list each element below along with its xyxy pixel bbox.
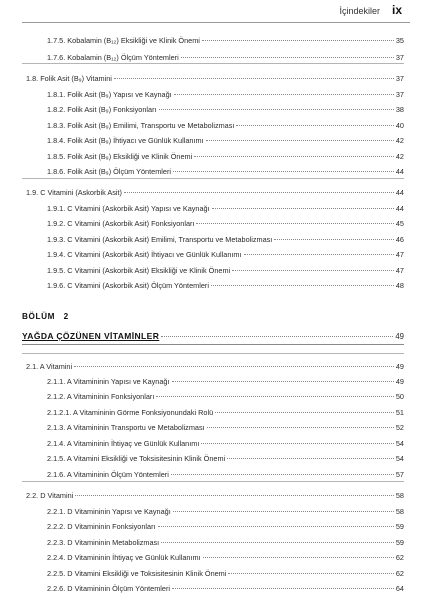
toc-entry-title: 1.8.5. Folik Asit (B₉) Eksikliği ve Klinik Önemi [47,152,193,161]
toc-leader [232,270,394,271]
toc-entry-page: 54 [395,439,404,448]
toc-entry-page: 44 [395,188,404,197]
toc-leader [156,396,394,397]
toc-leader [215,412,394,413]
toc-entry-title: 2.1.2.1. A Vitamininin Görme Fonksiyonundaki Rolü [47,408,214,417]
toc-entry-title: 1.9.1. C Vitamini (Askorbik Asit) Yapısı ve Kaynağı [47,204,210,213]
group-separator [22,63,404,64]
toc-entry-title: 1.9.4. C Vitamini (Askorbik Asit) İhtiyacı ve Günlük Kullanımı [47,250,242,259]
toc-leader [244,254,394,255]
toc-entry[interactable] [0,422,404,433]
toc-entry[interactable] [0,89,404,100]
group-separator [22,353,404,354]
part-title: YAĞDA ÇÖZÜNEN VİTAMİNLER [22,331,160,341]
toc-entry[interactable] [0,568,404,579]
toc-leader [203,557,394,558]
toc-entry-page: 37 [395,90,404,99]
section-heading [22,312,69,321]
toc-leader [196,223,393,224]
toc-entry-title: 2.2.4. D Vitamininin İhtiyaç ve Günlük Kullanımı [47,553,201,562]
toc-leader [236,125,393,126]
toc-entry-page: 49 [395,362,404,371]
toc-entry-title: 2.2. D Vitamini [26,491,74,500]
toc-entry-page: 46 [395,235,404,244]
toc-entry[interactable] [0,469,404,480]
toc-entry-title: 2.1.2. A Vitamininin Fonksiyonları [47,392,155,401]
part-page-number: 49 [395,332,404,341]
toc-entry-page: 59 [395,522,404,531]
toc-entry[interactable] [0,361,404,372]
toc-entry-title: 1.8. Folik Asit (B₉) Vitamini [26,74,112,83]
toc-entry[interactable] [0,453,404,464]
toc-entry-title: 2.2.1. D Vitamininin Yapısı ve Kaynağı [47,507,171,516]
toc-entry-page: 44 [395,204,404,213]
toc-entry[interactable] [0,376,404,387]
toc-entry-title: 1.9.6. C Vitamini (Askorbik Asit) Ölçüm Yöntemleri [47,281,209,290]
toc-entry-title: 2.2.6. D Vitamininin Ölçüm Yöntemleri [47,584,171,593]
toc-entry[interactable] [0,391,404,402]
section-number: 2 [63,312,69,321]
toc-entry[interactable] [0,438,404,449]
group-separator [22,481,404,482]
toc-entry-title: 1.9.5. C Vitamini (Askorbik Asit) Eksikliği ve Klinik Önemi [47,266,231,275]
toc-entry-title: 2.2.5. D Vitamini Eksikliği ve Toksisitesinin Klinik Önemi [47,569,227,578]
toc-entry-page: 54 [395,454,404,463]
toc-entry[interactable] [0,166,404,177]
toc-leader [74,366,394,367]
toc-leader [227,458,394,459]
toc-entry-page: 42 [395,152,404,161]
toc-leader [202,40,394,41]
toc-entry-page: 51 [395,408,404,417]
toc-entry-page: 37 [395,53,404,62]
toc-leader [114,78,394,79]
toc-entry-title: 2.1. A Vitamini [26,362,73,371]
toc-entry-page: 57 [395,470,404,479]
toc-leader [206,140,394,141]
toc-leader [173,511,394,512]
toc-leader [75,495,394,496]
toc-entry[interactable] [0,104,404,115]
toc-entry[interactable] [0,521,404,532]
toc-leader [211,285,394,286]
toc-entry[interactable] [0,135,404,146]
toc-leader [172,588,394,589]
toc-entry-page: 45 [395,219,404,228]
toc-leader [173,171,394,172]
toc-entry-page: 37 [395,74,404,83]
toc-entry-title: 1.8.3. Folik Asit (B₉) Emilimi, Transportu ve Metabolizması [47,121,235,130]
toc-entry-page: 49 [395,377,404,386]
toc-leader [161,336,393,337]
toc-entry[interactable] [0,490,404,501]
toc-entry-title: 2.1.3. A Vitamininin Transportu ve Metabolizması [47,423,205,432]
toc-entry[interactable] [0,407,404,418]
part-title-row[interactable] [22,330,404,342]
toc-entry-title: 1.8.4. Folik Asit (B₉) İhtiyacı ve Günlük Kullanımı [47,136,204,145]
toc-leader [194,156,394,157]
toc-leader [212,208,394,209]
toc-leader [124,192,394,193]
toc-entry-title: 1.9.2. C Vitamini (Askorbik Asit) Fonksiyonları [47,219,195,228]
toc-entry-page: 48 [395,281,404,290]
header-rule [22,22,410,23]
toc-entry-page: 52 [395,423,404,432]
toc-entry-title: 2.2.3. D Vitamininin Metabolizması [47,538,160,547]
toc-entry-title: 2.1.1. A Vitamininin Yapısı ve Kaynağı [47,377,170,386]
toc-entry-page: 58 [395,507,404,516]
page-number: ix [391,3,402,17]
toc-entry-page: 64 [395,584,404,593]
toc-entry-title: 1.9. C Vitamini (Askorbik Asit) [26,188,122,197]
toc-entry[interactable] [0,187,404,198]
toc-entry[interactable] [0,265,404,276]
toc-entry-page: 59 [395,538,404,547]
toc-entry-title: 2.1.5. A Vitamini Eksikliği ve Toksisitesinin Klinik Önemi [47,454,226,463]
toc-leader [201,443,394,444]
toc-entry-page: 58 [395,491,404,500]
toc-entry[interactable] [0,280,404,291]
toc-entry-page: 62 [395,553,404,562]
toc-entry[interactable] [0,506,404,517]
toc-entry[interactable] [0,203,404,214]
toc-entry-title: 2.1.6. A Vitamininin Ölçüm Yöntemleri [47,470,169,479]
toc-entry-page: 47 [395,266,404,275]
toc-entry[interactable] [0,552,404,563]
toc-entry-page: 35 [395,36,404,45]
toc-leader [159,109,394,110]
part-rule [22,344,404,345]
toc-entry[interactable] [0,583,404,594]
toc-entry-title: 1.9.3. C Vitamini (Askorbik Asit) Emilimi, Transportu ve Metabolizması [47,235,273,244]
toc-entry[interactable] [0,73,404,84]
toc-entry-page: 44 [395,167,404,176]
toc-entry[interactable] [0,234,404,245]
toc-entry-title: 1.7.5. Kobalamin (B₁₂) Eksikliği ve Klinik Önemi [47,36,200,45]
toc-entry-page: 50 [395,392,404,401]
running-header-title: İçindekiler [339,6,380,16]
toc-entry[interactable] [0,151,404,162]
toc-leader [172,381,394,382]
toc-entry[interactable] [0,35,404,46]
toc-entry-title: 1.7.6. Kobalamin (B₁₂) Ölçüm Yöntemleri [47,53,179,62]
toc-leader [207,427,394,428]
toc-entry-title: 1.8.1. Folik Asit (B₉) Yapısı ve Kaynağı [47,90,172,99]
toc-entry-title: 1.8.6. Folik Asit (B₉) Ölçüm Yöntemleri [47,167,172,176]
group-separator [22,178,404,179]
toc-entry-title: 1.8.2. Folik Asit (B₉) Fonksiyonları [47,105,157,114]
toc-entry-page: 42 [395,136,404,145]
toc-entry-title: 2.1.4. A Vitamininin İhtiyaç ve Günlük Kullanımı [47,439,200,448]
toc-entry[interactable] [0,120,404,131]
toc-entry-page: 62 [395,569,404,578]
toc-leader [228,573,393,574]
toc-entry-page: 38 [395,105,404,114]
toc-leader [174,94,394,95]
toc-leader [161,542,394,543]
toc-entry[interactable] [0,249,404,260]
toc-entry-page: 47 [395,250,404,259]
toc-entry-page: 40 [395,121,404,130]
toc-leader [274,239,394,240]
section-label: BÖLÜM [22,312,56,321]
toc-leader [158,526,394,527]
toc-entry[interactable] [0,537,404,548]
toc-leader [171,474,394,475]
toc-entry[interactable] [0,52,404,63]
toc-leader [181,57,394,58]
toc-entry-title: 2.2.2. D Vitamininin Fonksiyonları [47,522,156,531]
toc-entry[interactable] [0,218,404,229]
